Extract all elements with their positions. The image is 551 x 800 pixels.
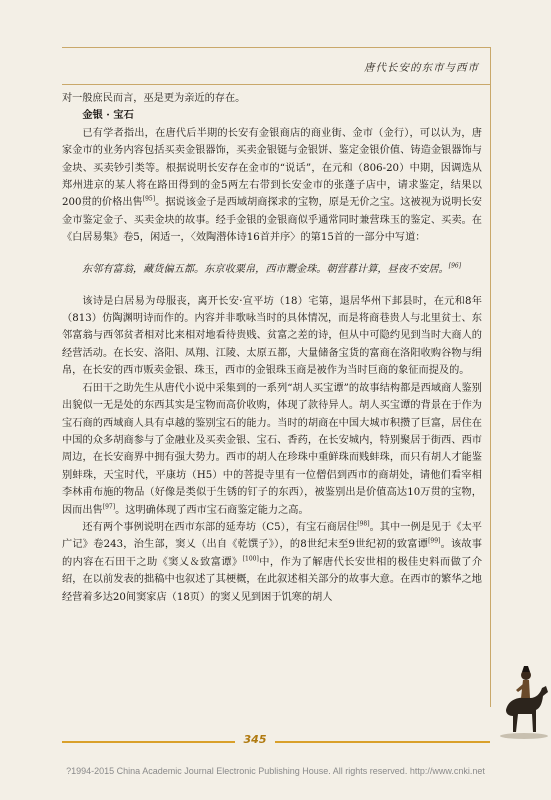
top-rule <box>62 47 490 48</box>
paragraph-3 <box>62 380 482 519</box>
paragraph-4-text-d: 中，作为了解唐代长安世相的极佳史料而做了介绍，在以前发表的拙稿中也叙述了其梗概，在此叙述相关部分的故事大意。在西市的繁华之地经营着多达20间窦家店（18页）的窦乂见到困于饥寒的胡人 <box>62 556 483 603</box>
footnote-ref-100[interactable]: [100] <box>242 555 259 563</box>
footnote-ref-96[interactable]: [96] <box>448 262 462 270</box>
body-text <box>62 90 482 606</box>
horse-rider-figurine-icon <box>496 650 551 740</box>
running-header: 唐代长安的东市与西市 <box>364 62 479 74</box>
paragraph-4-text-c: 。该故事的内容在石田干之助《窦乂＆致富谭》 <box>62 539 482 568</box>
footnote-ref-97[interactable]: [97] <box>102 503 116 511</box>
page-number: 345 <box>235 733 275 749</box>
paragraph-3-text-b: 。这明确体现了西市宝石商鉴定能力之高。 <box>115 504 309 516</box>
copyright-footer: ?1994-2015 China Academic Journal Electronic Publishing House. All rights reserved. http://www.cnki.net <box>66 766 485 776</box>
section-title: 金银 · 宝石 <box>82 109 134 122</box>
paragraph-1-text-a: 已有学者指出，在唐代后半期的长安有金银商店的商业街、金市（金行），可以认为，唐家金市的业务内容包括买卖金银器饰，买卖金银铤与金银饼、鉴定金银价值、铸造金银器饰与金块、买卖钞引类等。根据说明长安存在金市的“说话”，在元和（806-20）中期，因调选从郑州进京的某人将在路田得到的金5两左右带到长安金市的张蓬子店中，请求鉴定，结果以200贯的价格出售 <box>62 127 482 209</box>
footnote-ref-95[interactable]: [95] <box>142 196 156 204</box>
paragraph-1-text-b: 。据说该金子是西域胡商探求的宝物，原是无价之宝。这被视为说明长安金市鉴定金子、买卖金块的故事。经手金银的金银商似乎通常同时兼营珠玉的鉴定、买卖。在《白居易集》卷5，闲适一，〈效陶潜体诗16首并序〉的第15首的一部分中写道： <box>62 197 482 244</box>
footnote-ref-99[interactable]: [99] <box>428 537 441 545</box>
paragraph-0-text: 对一般庶民而言，巫是更为亲近的存在。 <box>62 93 246 104</box>
paragraph-2: 该诗是白居易为母服丧，离开长安·宣平坊（18）宅第，退居华州下邽县时，在元和8年（813）仿陶渊明诗而作的。内容并非歌咏当时的具体情况，而是将商巷贵人与北里贫士、东邻富翁与西邻贫者相对比来相对地看待贵贱、贫富之差的诗，但从中可隐约见到当时大商人的经营活动。在长安、洛阳、凤翔、江陵、太原五都，大量储备宝货的富商在洛阳收购谷物与绢帛，在长安的西市贩卖金银、珠玉，西市的金银珠玉商是被作为当时巨商的象征而提及的。 <box>62 295 482 377</box>
paragraph-3-text-a: 石田干之助先生从唐代小说中采集到的一系列“胡人买宝谭”的故事结构都是西域商人鉴别出貌似一无是处的东西其实是宝物而高价收购，体现了款待异人。胡人买宝谭的背景在于作为宝石商的西域商人具有卓越的鉴别宝石的能力。当时的胡商在中国大城市积攒了巨富，居住在中国的众多胡商参与了金融业及买卖金银、宝石、香药，在长安城内，特别聚居于街西、西市周边，在长安商界中拥有强大势力。西市的胡人在珍珠中重鲜珠而贱蚌珠，而只有胡人才能鉴别蚌珠，天宝时代，平康坊（H5）中的菩提寺里有一位僧侣到西市的商胡处，请他们看宰相李林甫布施的物品（好像是类似于生锈的钉子的东西），被鉴别出是价值高达10万贯的宝物，因而出售 <box>62 382 482 516</box>
side-rule <box>490 47 491 707</box>
header-rule <box>62 84 490 85</box>
page-number-rule <box>62 741 490 743</box>
paragraph-4-text-a: 还有两个事例说明在西市东部的延寿坊（C5），有宝石商居住 <box>82 521 358 533</box>
poem-quote-text: 东邻有富翁，藏货偏五都。东京收粟帛，西市鬻金珠。朝营暮计算，昼夜不安居。 <box>82 263 449 275</box>
paragraph-1 <box>62 125 482 247</box>
paragraph-4 <box>62 519 482 606</box>
paragraph-0 <box>62 90 482 107</box>
footnote-ref-98[interactable]: [98] <box>357 520 370 528</box>
paragraph-4-text-b: 。其中一例是见于《太平广记》卷243，治生部，窦乂（出自《乾馔子》），的8世纪末至9世纪初的致富谭 <box>62 521 482 551</box>
poem-quote <box>62 261 482 279</box>
